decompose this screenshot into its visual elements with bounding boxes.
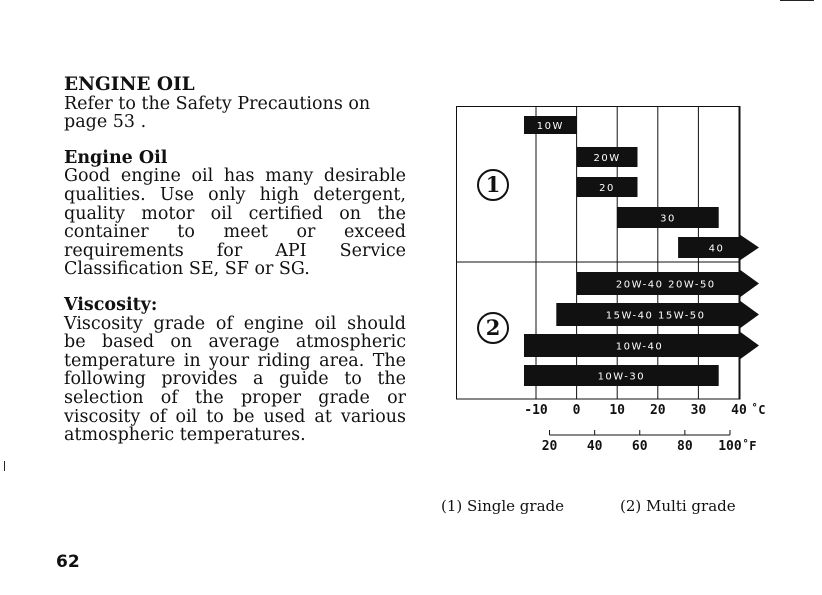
grade-bar-label: 20 — [599, 183, 615, 194]
celsius-tick-label: 30 — [690, 403, 707, 418]
celsius-tick-label: 10 — [609, 403, 626, 418]
celsius-tick-label: 40 — [731, 403, 747, 418]
group-marker-label: 1 — [485, 172, 501, 197]
section-heading: ENGINE OIL — [64, 74, 195, 95]
viscosity-chart — [456, 106, 776, 462]
engine-oil-title: Engine Oil — [64, 147, 168, 168]
engine-oil-body: Good engine oil has many desirable qualities. Use only high detergent, quality motor oil certified on the container to meet or exceed requirements for API Service Classification SE, SF or SG. — [64, 166, 406, 280]
fahrenheit-unit-label: ˚F — [741, 439, 757, 453]
text-column — [64, 76, 406, 445]
grade-bar-label: 30 — [660, 213, 676, 225]
grade-bar-label: 10W — [536, 121, 564, 132]
celsius-unit-label: ˚C — [751, 403, 766, 417]
viscosity-title: Viscosity: — [64, 294, 158, 315]
fahrenheit-tick-label: 60 — [631, 439, 648, 454]
viscosity-body: Viscosity grade of engine oil should be based on average atmospheric temperature in your riding area. The following provides a guide to the selection of the proper grade or viscosity of oil to be used at various atmospheric temperatures. — [64, 313, 406, 446]
fahrenheit-tick-label: 20 — [541, 439, 558, 454]
caption-multi-grade: (2) Multi grade — [620, 497, 736, 515]
margin-mark — [4, 461, 5, 471]
grade-bar-label: 10W-40 — [615, 341, 664, 353]
celsius-tick-label: 0 — [572, 403, 581, 418]
page-number: 62 — [56, 552, 80, 572]
fahrenheit-tick-label: 80 — [677, 439, 693, 454]
grade-bar-label: 20W — [593, 153, 621, 164]
group-marker-label: 2 — [485, 315, 501, 340]
fahrenheit-tick-label: 100 — [718, 439, 742, 454]
grade-bar-label: 40 — [708, 243, 725, 255]
top-rule — [780, 0, 814, 1]
celsius-tick-label: -10 — [524, 403, 548, 418]
grade-bar-label: 10W-30 — [597, 371, 646, 383]
grade-bar-label: 15W-40 15W-50 — [605, 310, 706, 322]
grade-bar-label: 20W-40 20W-50 — [615, 279, 716, 291]
caption-single-grade: (1) Single grade — [441, 497, 564, 515]
fahrenheit-tick-label: 40 — [586, 439, 603, 454]
celsius-tick-label: 20 — [649, 403, 666, 418]
safety-reference: Refer to the Safety Precautions on page 53 . — [64, 93, 371, 133]
